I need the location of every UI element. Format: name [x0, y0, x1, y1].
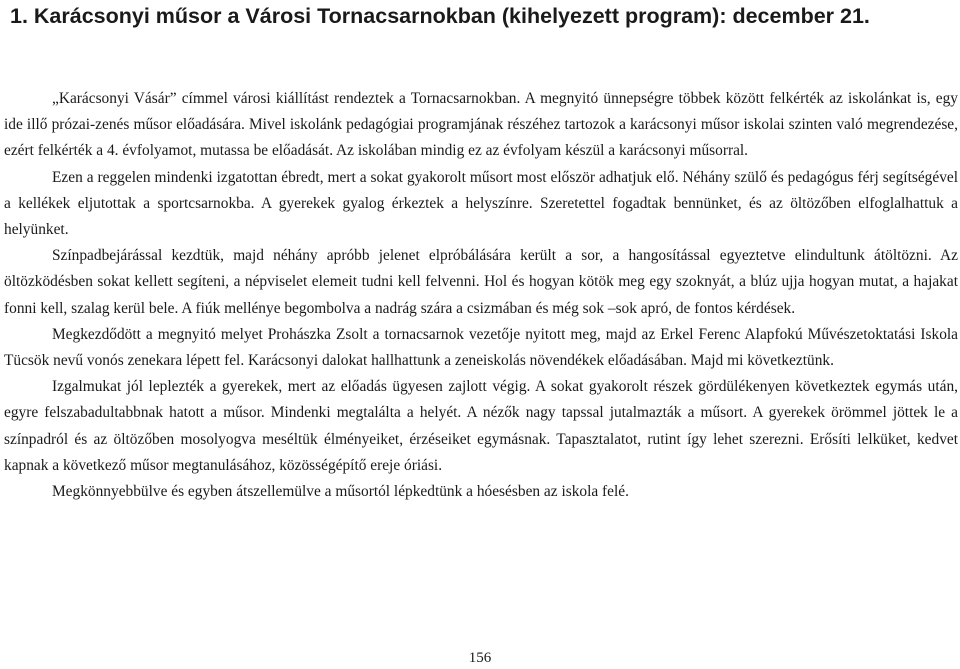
- paragraph: Ezen a reggelen mindenki izgatottan ébredt, mert a sokat gyakorolt műsort most először adhatjuk elő. Néhány szülő és pedagógus férj segítségével a kellékek eljutottak a sportcsarnokba. A gyerekek gyalog érkeztek a helyszínre. Szeretettel fogadtak bennünket, és az öltözőben elfoglalhattuk a helyünket.: [4, 168, 958, 239]
- paragraph: [4, 86, 958, 165]
- paragraph: Megkezdődött a megnyitó melyet Prohászka Zsolt a tornacsarnok vezetője nyitott meg, majd az Erkel Ferenc Alapfokú Művészetoktatási Iskola Tücsök nevű vonós zenekara lépett fel. Karácsonyi dalokat hallhattunk a zeneiskolás növendékek előadásában. Majd mi következtünk.: [4, 325, 958, 370]
- document-body: [4, 86, 958, 505]
- page-title: 1. Karácsonyi műsor a Városi Tornacsarnokban (kihelyezett program): december 21.: [10, 4, 870, 28]
- paragraph: Színpadbejárással kezdtük, majd néhány apróbb jelenet elpróbálására került a sor, a hangosítással egyeztetve elindultunk átöltözni. Az öltözködésben sokat kellett segíteni, a népviselet elemeit tudni kell felvenni. Hol és hogyan kötök meg egy szoknyát, a blúz ujja hogyan mutat, a hajakat fonni kell, szalag kerül bele. A fiúk mellénye begombolva a nadrág szára a csizmában és még sok –sok apró, de fontos kérdések.: [4, 247, 958, 317]
- page-number: 156: [468, 650, 492, 666]
- paragraph: Izgalmukat jól leplezték a gyerekek, mert az előadás ügyesen zajlott végig. A sokat gyakorolt részek gördülékenyen következtek egymás után, egyre felszabadultabbnak hatott a műsor. Mindenki megtalálta a helyét. A nézők nagy tapssal jutalmazták a műsort. A gyerekek örömmel jöttek le a színpadról és az öltözőben mosolyogva meséltük élményeiket, érzéseiket egymásnak. Tapasztalatot, rutint így lehet szerezni. Erősíti lelküket, kedvet kapnak a következő műsor megtanulásához, közösségépítő ereje óriási.: [4, 378, 958, 474]
- paragraph-text: „Karácsonyi Vásár” címmel városi kiállítást rendeztek a Tornacsarnokban. A megnyitó ünnepségre többek között felkérték az iskolánkat is, egy ide illő prózai-zenés műsor előadására. Mivel iskolánk pedagógiai programjának részéhez tartozok a karácsonyi műsor iskolai szinten való megrendezése, ezért felkérték a 4. évfolyamot, mutassa be előadását. Az iskolában mindig ez az évfolyam készül a karácsonyi műsorral.: [4, 90, 958, 160]
- paragraph: Megkönnyebbülve és egyben átszellemülve a műsortól lépkedtünk a hóesésben az iskola felé.: [52, 483, 629, 501]
